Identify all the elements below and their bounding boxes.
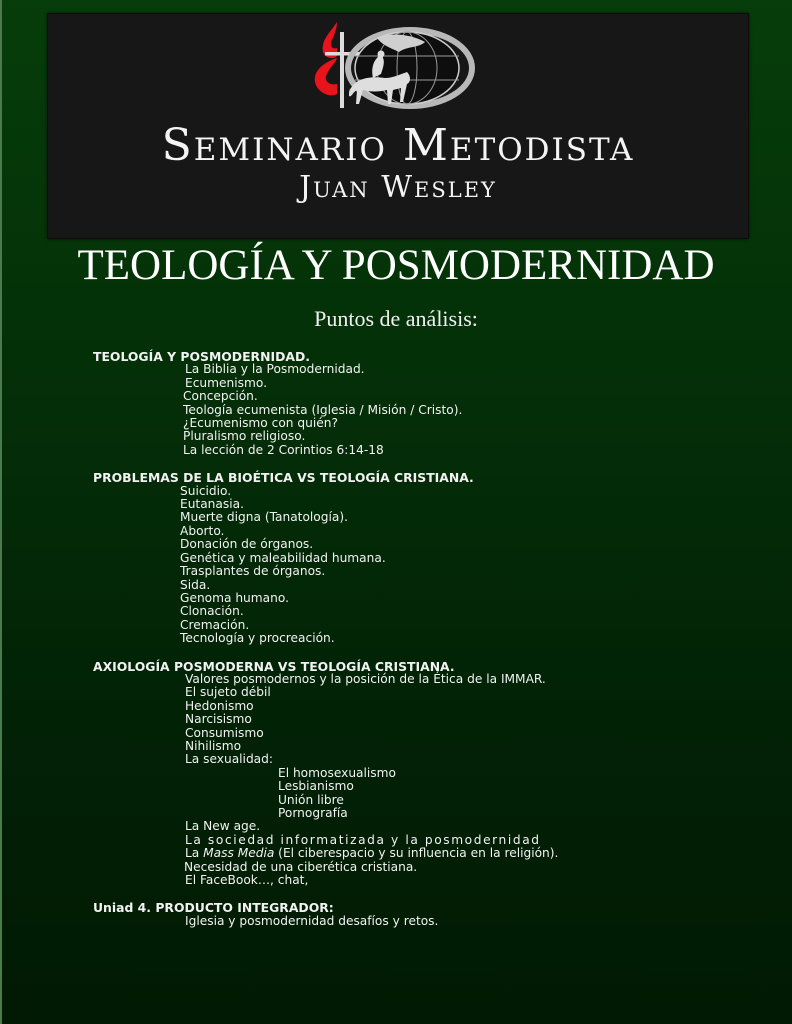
section-bioetica: [93, 471, 743, 645]
list-item: Aborto.: [180, 523, 225, 538]
list-item: La New age.: [185, 819, 261, 834]
list-item: Sida.: [180, 577, 211, 592]
list-item: Iglesia y posmodernidad desafíos y retos.: [185, 913, 439, 928]
list-item: Suicidio.: [180, 483, 232, 498]
section-teologia-posmodernidad: [93, 350, 743, 457]
banner-title: Seminario Metodista: [161, 120, 635, 171]
document-title: TEOLOGÍA Y POSMODERNIDAD: [77, 242, 715, 289]
list-item: [93, 847, 743, 860]
list-item: Concepción.: [183, 389, 258, 404]
list-item: Muerte digna (Tanatología).: [180, 510, 348, 525]
list-item: Genética y maleabilidad humana.: [180, 550, 386, 565]
list-item: Necesidad de una ciberética cristiana.: [184, 859, 418, 874]
list-item: Valores posmodernos y la posición de la Ética de la IMMAR.: [185, 671, 546, 686]
list-item: Ecumenismo.: [185, 375, 267, 390]
list-item: La lección de 2 Corintios 6:14-18: [183, 442, 384, 457]
list-item: Trasplantes de órganos.: [180, 564, 326, 579]
list-item: Teología ecumenista (Iglesia / Misión / Cristo).: [183, 402, 463, 417]
sub-list-item: El homosexualismo: [278, 765, 396, 780]
header-banner: [47, 13, 749, 239]
section-heading: AXIOLOGÍA POSMODERNA VS TEOLOGÍA CRISTIANA.: [93, 658, 455, 674]
list-item: ¿Ecumenismo con quién?: [183, 416, 338, 431]
section-heading: Uniad 4. PRODUCTO INTEGRADOR:: [93, 900, 334, 916]
list-item: Eutanasia.: [180, 497, 244, 512]
sub-list-item: Pornografía: [278, 806, 348, 820]
sub-list-item: Lesbianismo: [278, 779, 354, 794]
list-item: Donación de órganos.: [180, 537, 314, 552]
list-item: La sociedad informatizada y la posmodernidad: [185, 832, 541, 847]
list-item: Pluralismo religioso.: [183, 429, 306, 444]
list-item: Hedonismo: [185, 698, 254, 713]
list-item: Tecnología y procreación.: [180, 631, 335, 646]
section-producto-integrador: [93, 901, 743, 928]
banner-subtitle: Juan Wesley: [299, 170, 497, 205]
list-item: La sexualidad:: [185, 752, 273, 767]
list-item: El FaceBook…, chat,: [185, 873, 309, 888]
list-item: Cremación.: [180, 617, 250, 632]
section-heading: PROBLEMAS DE LA BIOÉTICA VS TEOLOGÍA CRISTIANA.: [93, 470, 474, 486]
list-item: Narcisismo: [185, 712, 252, 727]
list-item: El sujeto débil: [185, 685, 271, 700]
seminary-logo-icon: [307, 18, 483, 114]
list-item-text: La: [185, 846, 204, 861]
outline: [93, 350, 743, 942]
list-item-text: (El ciberespacio y su influencia en la religión).: [274, 846, 559, 861]
section-heading: TEOLOGÍA Y POSMODERNIDAD.: [93, 349, 310, 364]
section-axiologia: [93, 660, 743, 888]
page-edge: [0, 0, 2, 1024]
list-item: Nihilismo: [185, 738, 242, 753]
list-item: Consumismo: [185, 725, 264, 740]
list-item: La Biblia y la Posmodernidad.: [185, 362, 365, 377]
list-item: Genoma humano.: [180, 590, 289, 605]
document-subtitle: Puntos de análisis:: [314, 306, 478, 331]
list-item: Clonación.: [180, 604, 244, 619]
list-item-italic: Mass Media: [203, 846, 275, 861]
sub-list-item: Unión libre: [278, 792, 344, 807]
